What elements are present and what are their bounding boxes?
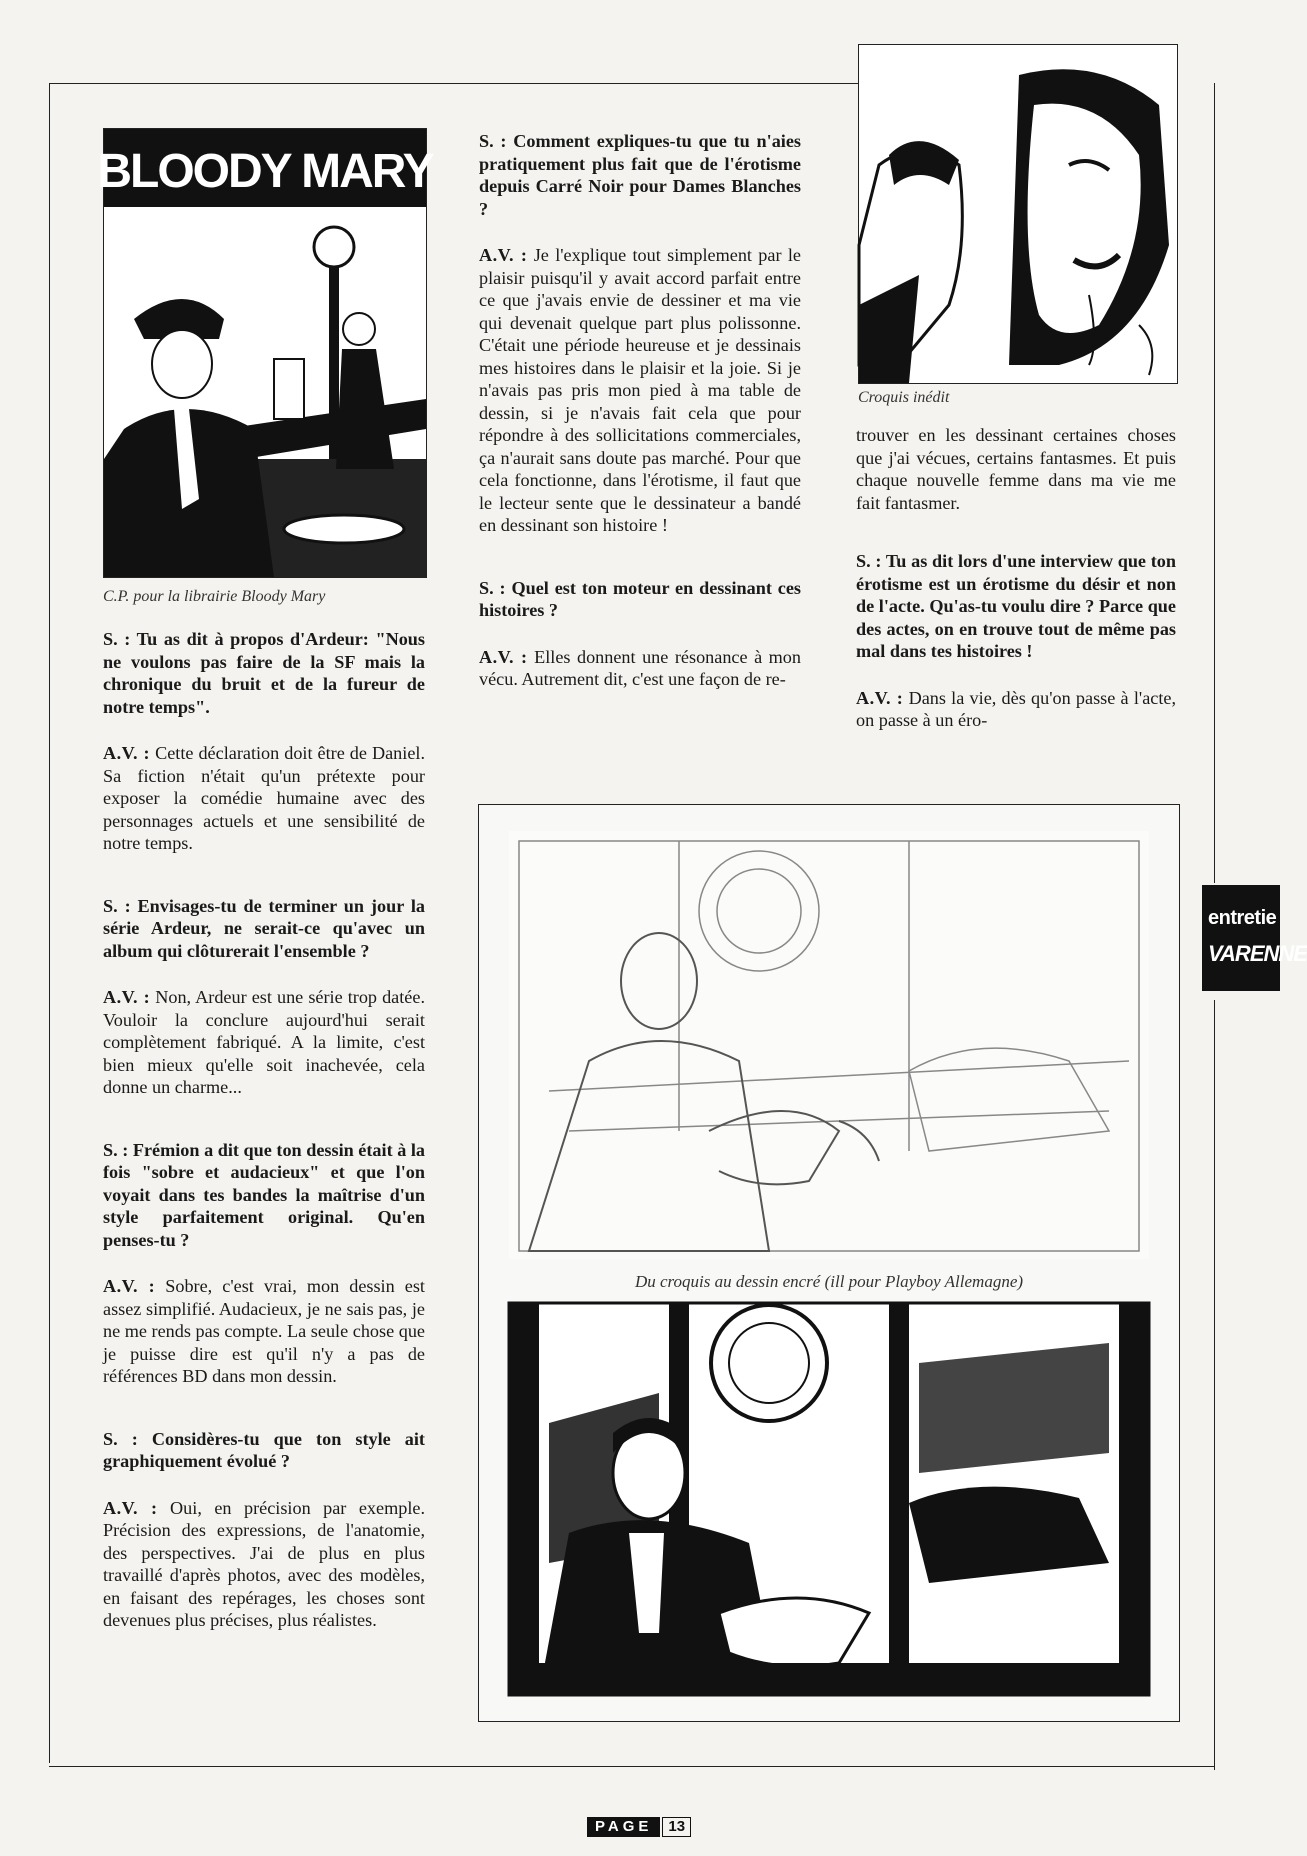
bloody-mary-caption: C.P. pour la librairie Bloody Mary [103,588,326,605]
playboy-caption: Du croquis au dessin encré (ill pour Playboy Allemagne) [634,1272,1024,1291]
inked-illustration [509,1303,1149,1695]
question-style-evolue: S. : Considères-tu que ton style ait graphiquement évolué ? [103,1428,425,1471]
column-3 [856,424,1176,756]
bloody-mary-illustration [97,128,433,578]
croquis-caption: Croquis inédit [858,389,950,406]
page-label: PAGE [587,1817,660,1837]
frame-right-rule-lower [1214,1000,1215,1770]
question-fremion: S. : Frémion a dit que ton dessin était à la fois "sobre et audacieux" et que l'on voyait dans tes bandes la maîtrise d'un style parfaitement original. Qu'en penses-tu ? [103,1139,425,1250]
question-ardeur-chronique: S. : Tu as dit à propos d'Ardeur: "Nous ne voulons pas faire de la SF mais la chronique du bruit et de la fureur de notre temps". [103,629,425,717]
frame-bottom-rule [49,1766,1215,1767]
question-moteur: S. : Quel est ton moteur en dessinant ces histoires ? [479,577,801,620]
croquis-illustration [858,44,1178,384]
frame-top-rule [49,83,858,84]
playboy-panel [478,804,1180,1722]
bloody-mary-title: BLOODY MARY [97,145,433,198]
answer-terminer-ardeur: A.V. : Non, Ardeur est une série trop datée. Vouloir la conclure aujourd'hui serait complètement fabriqué. A la limite, c'est bien mieux qu'elle soit inachevée, cela donne un charme... [103,987,425,1097]
answer-fremion: A.V. : Sobre, c'est vrai, mon dessin est assez simplifié. Audacieux, je ne sais pas, je ne me rends pas compte. La seule chose que je puisse dire est qu'il n'y a pas de références BD dans mon dessin. [103,1276,425,1386]
side-tab [1202,885,1307,991]
side-tab-line2: VARENNE [1208,941,1307,966]
side-tab-line1: entretie [1208,907,1277,929]
page-number-value: 13 [662,1817,691,1837]
answer-ardeur-chronique: A.V. : Cette déclaration doit être de Daniel. Sa fiction n'était qu'un prétexte pour exposer la comédie humaine avec des personnages actuels et une sensibilité de notre temps. [103,743,425,853]
question-desir-acte: S. : Tu as dit lors d'une interview que ton érotisme est un érotisme du désir et non de l'acte. Qu'as-tu voulu dire ? Parce que des actes, on en trouve tout de même pas mal dans tes histoires ! [856,551,1176,661]
question-terminer-ardeur: S. : Envisages-tu de terminer un jour la série Ardeur, ne serait-ce qu'avec un album qui clôturerait l'ensemble ? [103,895,425,961]
column-2 [479,130,801,715]
column-1 [103,628,425,1656]
frame-left-rule [49,83,50,1763]
continued-text: trouver en les dessinant certaines choses que j'ai vécues, certains fantasmes. Et puis chaque nouvelle femme dans ma vie me fait fantasmer. [856,425,1176,513]
answer-erotisme: A.V. : Je l'explique tout simplement par le plaisir puisqu'il y avait accord parfait entre ce que j'avais envie de dessiner et ma vie qui devenait quelque part plus polissonne. C'était une période heureuse et je dessinais mes histoires dans le plaisir et la joie. Si je n'avais pas pris mon pied à ma table de dessin, si je n'avais fait cela que pour répondre à des sollicitations commerciales, ça n'aurait sans doute pas marché. Pour que cela fonctionne, dans l'érotisme, il faut que le lecteur sente que le dessinateur a bandé en dessinant son histoire ! [479,245,801,535]
answer-moteur: A.V. : Elles donnent une résonance à mon vécu. Autrement dit, c'est une façon de re- [479,646,801,689]
sketch-illustration [509,831,1149,1259]
question-erotisme: S. : Comment expliques-tu que tu n'aies pratiquement plus fait que de l'érotisme depuis Carré Noir pour Dames Blanches ? [479,131,801,219]
frame-right-rule [1214,83,1215,883]
answer-desir-acte: A.V. : Dans la vie, dès qu'on passe à l'acte, on passe à un éro- [856,687,1177,730]
page-number [587,1817,691,1837]
answer-style-evolue: A.V. : Oui, en précision par exemple. Précision des expressions, de l'anatomie, des perspectives. J'ai de plus en plus travaillé d'après photos, avec des modèles, en faisant des repérages, les choses sont devenues plus précises, plus réalistes. [103,1497,425,1630]
